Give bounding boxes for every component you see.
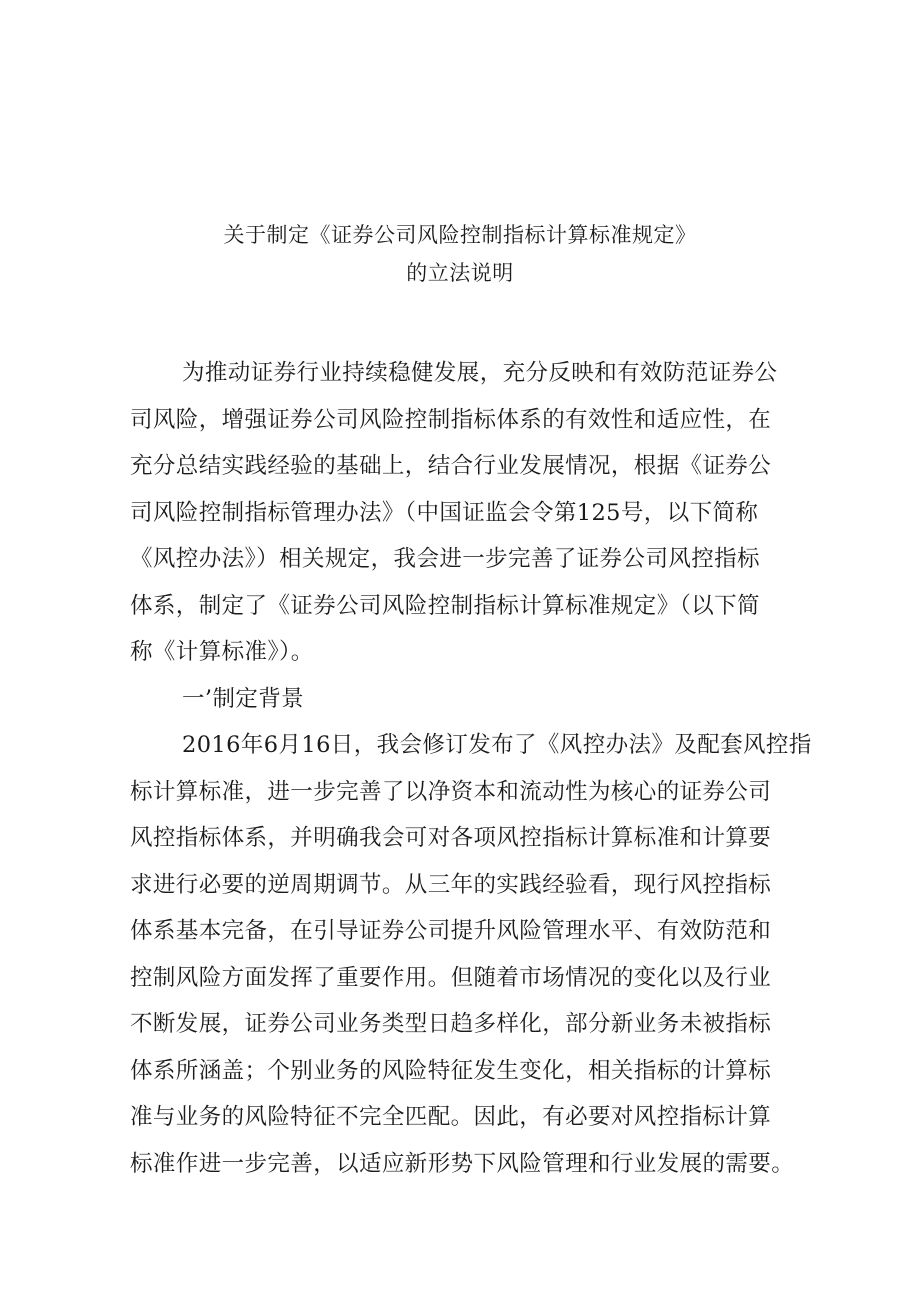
paragraph-line: 不断发展，证券公司业务类型日趋多样化，部分新业务未被指标	[130, 1011, 772, 1037]
paragraph-line: 体系基本完备，在引导证券公司提升风险管理水平、有效防范和	[130, 918, 772, 944]
paragraph-line: 准与业务的风险特征不完全匹配。因此，有必要对风控指标计算	[130, 1104, 772, 1130]
paragraph-line: 充分总结实践经验的基础上，结合行业发展情况，根据《证券公	[130, 453, 772, 479]
paragraph-line: 称《计算标准》）。	[130, 639, 314, 665]
paragraph-line: 求进行必要的逆周期调节。从三年的实践经验看，现行风控指标	[130, 871, 772, 898]
section-heading: 一’制定背景	[182, 685, 305, 712]
paragraph-line: 标准作进一步完善，以适应新形势下风险管理和行业发展的需要。	[130, 1150, 795, 1177]
document-title-line-2: 的立法说明	[406, 261, 514, 285]
paragraph-line: 控制风险方面发挥了重要作用。但随着市场情况的变化以及行业	[130, 964, 772, 991]
paragraph-line: 司风险，增强证券公司风险控制指标体系的有效性和适应性，在	[130, 406, 772, 433]
document-body	[130, 350, 810, 1187]
document-title-line-1: 关于制定《证券公司风险控制指标计算标准规定》	[223, 223, 697, 247]
paragraph-line: 风控指标体系，并明确我会可对各项风控指标计算标准和计算要	[130, 825, 772, 851]
paragraph-line: 2016年6月16日，我会修订发布了《风控办法》及配套风控指	[182, 732, 812, 758]
paragraph-line: 为推动证券行业持续稳健发展，充分反映和有效防范证券公	[182, 360, 778, 386]
paragraph-line: 司风险控制指标管理办法》（中国证监会令第125号，以下简称	[130, 499, 759, 526]
paragraph-line: 《风控办法》）相关规定，我会进一步完善了证券公司风控指标	[130, 546, 760, 572]
paragraph-line: 标计算标准，进一步完善了以净资本和流动性为核心的证券公司	[130, 778, 772, 805]
paragraph-line: 体系，制定了《证券公司风险控制指标计算标准规定》（以下简	[130, 592, 760, 619]
paragraph-line: 体系所涵盖；个别业务的风险特征发生变化，相关指标的计算标	[130, 1057, 772, 1084]
